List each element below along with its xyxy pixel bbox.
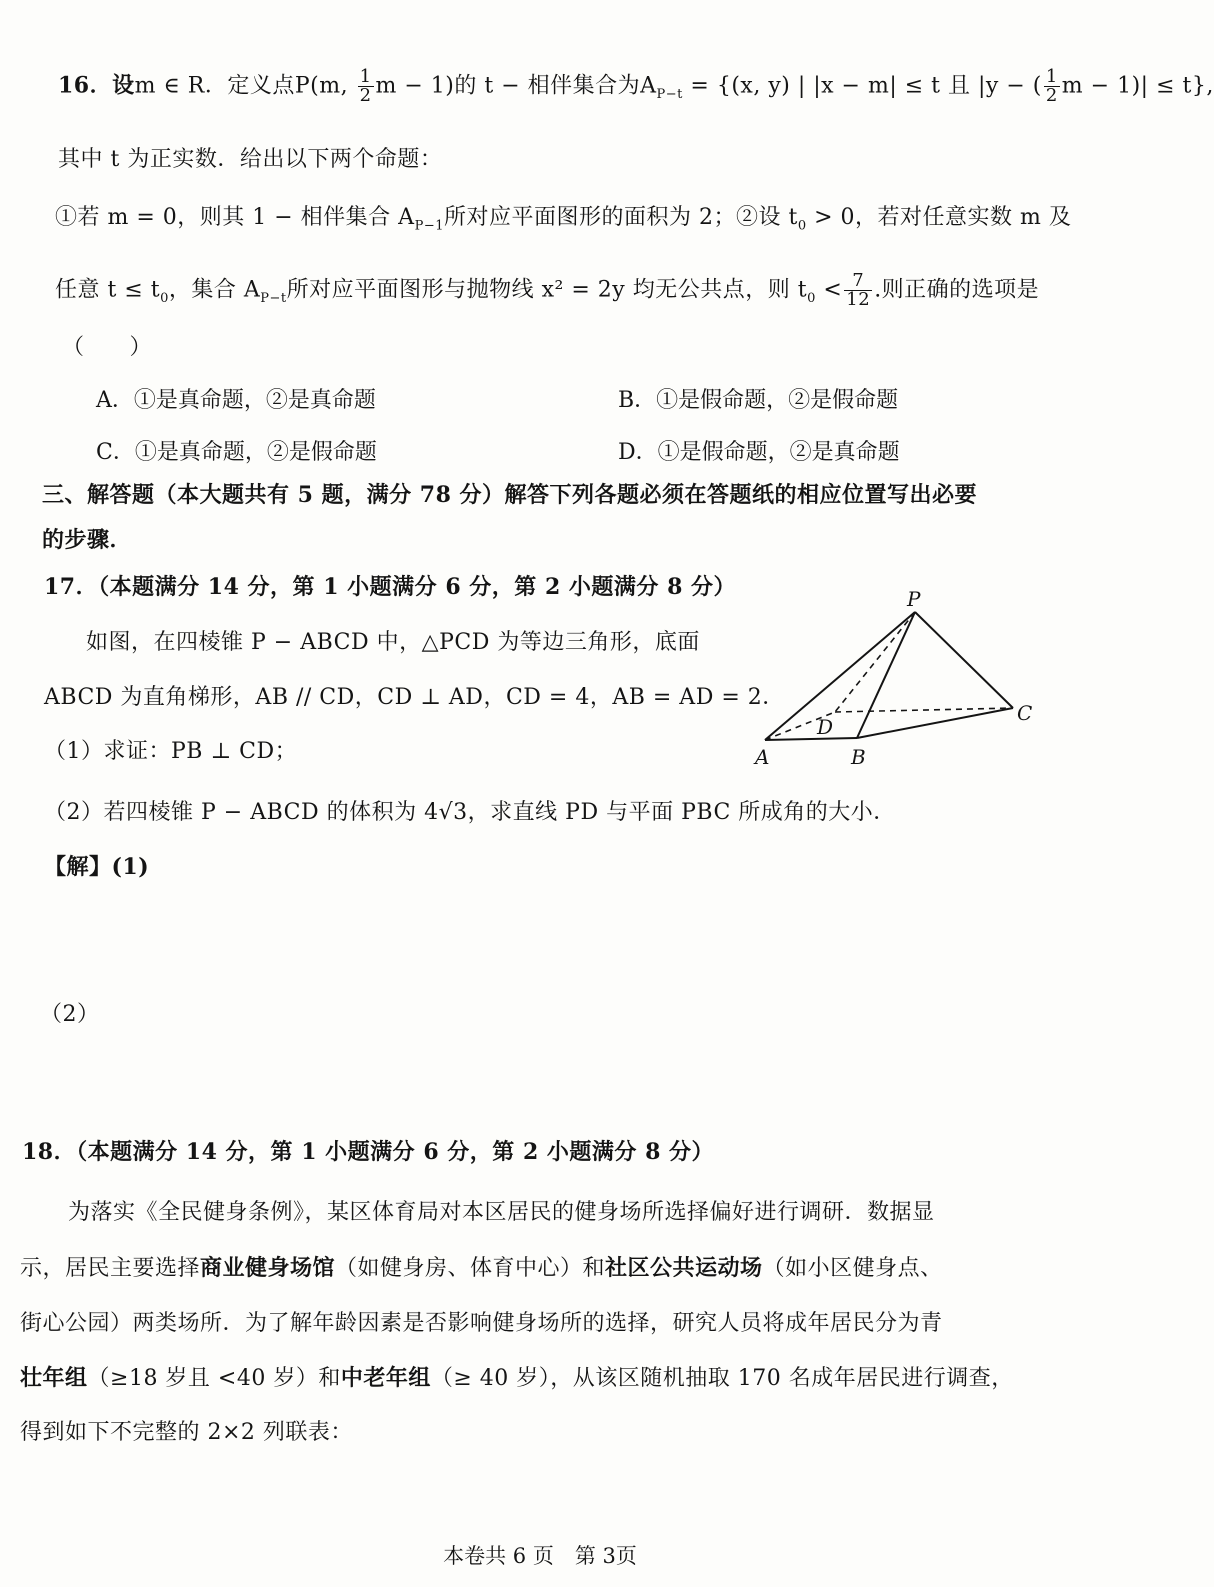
fraction-7-12: $\frac{7}{12}$	[846, 270, 871, 310]
q17-header: 17．（本题满分 14 分，第 1 小题满分 6 分，第 2 小题满分 8 分）	[44, 574, 737, 600]
label-c: C	[1017, 701, 1033, 725]
fraction-half: $\frac{1}{2}$	[359, 66, 372, 106]
q16-line1	[58, 68, 1214, 110]
edge-pb	[857, 612, 915, 738]
option-b: B．①是假命题，②是假命题	[618, 388, 899, 413]
q16-line3: ①若 m = 0，则其 1 − 相伴集合 $A_{P-1}$所对应平面图形的面积为 2；②设 $t_0 > 0$，若对任意实数 m 及	[55, 205, 1072, 234]
q16-line4: 任意 $t \le t_0$，集合 $A_{P-t}$所对应平面图形与抛物线 x² = 2y 均无公共点，则 $t_0$ < $\frac{7}{12}$ .则正确的选项是	[55, 270, 1040, 310]
option-c: C．①是真命题，②是假命题	[96, 440, 377, 465]
q16-mid: 的 t − 相伴集合为	[454, 73, 641, 99]
q18-header: 18．（本题满分 14 分，第 1 小题满分 6 分，第 2 小题满分 8 分）	[22, 1139, 715, 1165]
label-p: P	[907, 587, 921, 611]
section3-line2: 的步骤．	[42, 527, 133, 553]
q18-line2: 示，居民主要选择商业健身场馆（如健身房、体育中心）和社区公共运动场（如小区健身点、	[20, 1255, 943, 1281]
edge-pc	[915, 612, 1013, 708]
q17-part2: （2）若四棱锥 P − ABCD 的体积为 4√3，求直线 PD 与平面 PBC 所成角的大小．	[44, 800, 896, 825]
q17-part1: （1）求证：PB ⊥ CD；	[44, 739, 298, 764]
community-field-term: 社区公共运动场	[605, 1255, 763, 1281]
q16-cond: m ∈ R．定义点	[134, 73, 295, 99]
older-group-term: 中老年组	[340, 1365, 431, 1391]
label-d: D	[817, 715, 834, 739]
q17-part2-label: （2）	[40, 1002, 100, 1027]
option-a: A．①是真命题，②是真命题	[96, 388, 376, 413]
section3-line1: 三、解答题（本大题共有 5 题，满分 78 分）解答下列各题必须在答题纸的相应位置写出必要	[42, 482, 978, 508]
label-a: A	[755, 745, 770, 769]
q17-solution-label: 【解】(1)	[44, 854, 150, 880]
fraction-half-2: $\frac{1}{2}$	[1045, 66, 1058, 106]
q18-line4: 壮年组（≥18 岁且 <40 岁）和中老年组（≥ 40 岁），从该区随机抽取 170 名成年居民进行调查，	[20, 1365, 1014, 1391]
q17-line2: ABCD 为直角梯形，AB // CD，CD ⊥ AD，CD = 4，AB = AD = 2．	[44, 685, 785, 710]
edge-pa	[765, 612, 915, 740]
q18-line3: 街心公园）两类场所．为了解年龄因素是否影响健身场所的选择，研究人员将成年居民分为青	[20, 1311, 943, 1336]
page-footer: 本卷共 6 页 第 3页	[443, 1544, 637, 1568]
q16-set-end: m − 1)| ≤ t},	[1061, 73, 1214, 99]
pyramid-figure	[745, 587, 1045, 770]
young-group-term: 壮年组	[20, 1365, 88, 1391]
q16-line2: 其中 t 为正实数．给出以下两个命题：	[58, 147, 443, 172]
q16-set-sub: P−t	[656, 86, 683, 102]
q16-set-prefix: A	[640, 73, 657, 99]
edge-dc	[835, 708, 1013, 712]
edge-bc	[857, 708, 1013, 738]
q16-set-body: = {(x, y) | |x − m| ≤ t 且 |y − (	[682, 73, 1042, 99]
q16-point-end: m − 1)	[375, 73, 455, 99]
edge-ab	[765, 738, 857, 740]
q17-line1: 如图，在四棱锥 P − ABCD 中，△PCD 为等边三角形，底面	[86, 630, 700, 655]
q18-line5: 得到如下不完整的 2×2 列联表：	[20, 1420, 353, 1445]
option-d: D．①是假命题，②是真命题	[618, 440, 900, 465]
q16-number: 16．设	[58, 72, 135, 99]
q18-line1: 为落实《全民健身条例》，某区体育局对本区居民的健身场所选择偏好进行调研．数据显	[68, 1200, 935, 1225]
q16-point: P(m,	[294, 73, 356, 99]
answer-paren: （ ）	[62, 335, 153, 360]
label-b: B	[851, 745, 866, 769]
commercial-gym-term: 商业健身场馆	[200, 1255, 336, 1281]
